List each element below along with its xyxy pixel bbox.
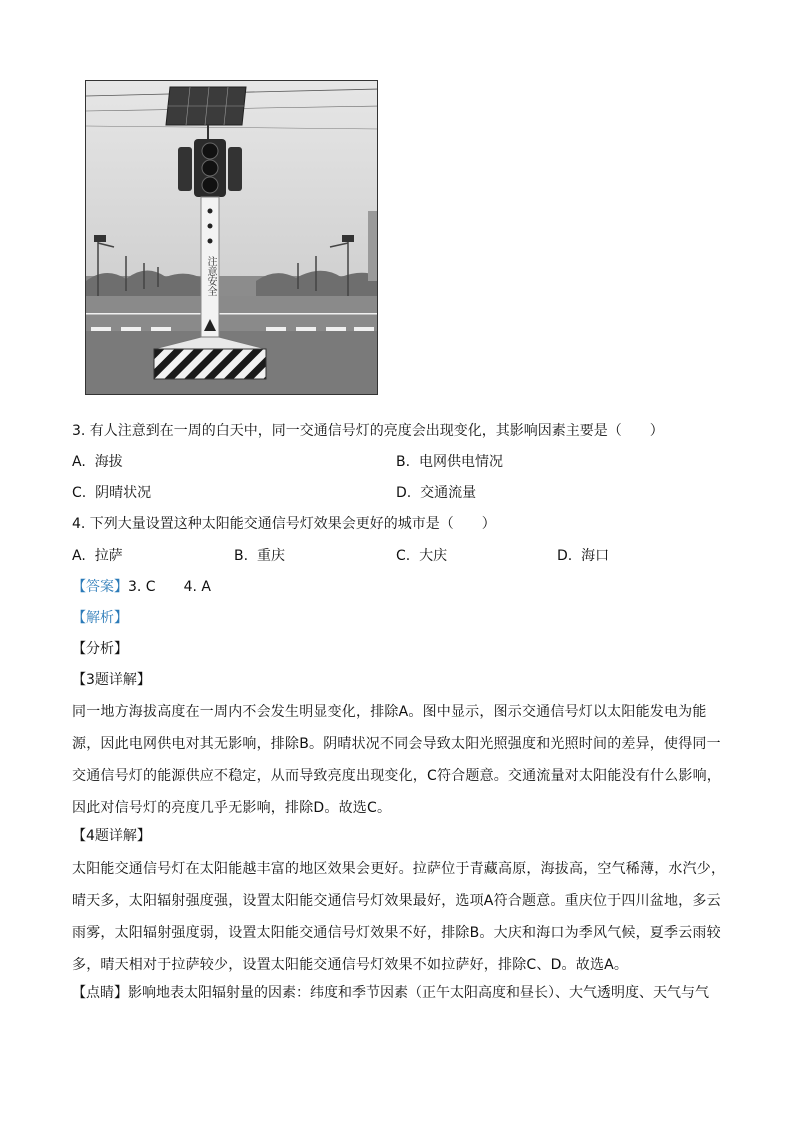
photo-illustration	[86, 81, 378, 395]
paragraph-line: 太阳能交通信号灯在太阳能越丰富的地区效果会更好。拉萨位于青藏高原，海拔高，空气稀薄，水汽少，	[72, 861, 726, 877]
option-text: 重庆	[256, 548, 285, 564]
option-text: 大庆	[419, 548, 448, 564]
q4-detail-tag: 【4题详解】	[72, 828, 151, 844]
option-text: 电网供电情况	[418, 454, 503, 470]
pole-sign-text: 注意安全	[205, 256, 216, 296]
option-letter: D.	[396, 485, 412, 501]
option-text: 阴晴状况	[95, 485, 152, 501]
option-text: 拉萨	[94, 548, 123, 564]
option-letter: C.	[72, 485, 87, 501]
fenxi-tag: 【分析】	[72, 641, 128, 657]
option-letter: A.	[72, 548, 86, 564]
q3-option-b	[396, 452, 503, 472]
analysis-tag: 【解析】	[72, 610, 128, 626]
paragraph-line: 同一地方海拔高度在一周内不会发生明显变化，排除A。图中显示，图示交通信号灯以太阳能发电为能	[72, 704, 707, 720]
q3-detail-tag: 【3题详解】	[72, 672, 151, 688]
option-text: 海拔	[94, 454, 123, 470]
dianjing-line	[72, 983, 709, 1003]
option-text: 交通流量	[420, 485, 477, 501]
q3-option-d	[396, 483, 476, 503]
q3-detail-paragraph	[72, 696, 732, 824]
paragraph-line: 多，晴天相对于拉萨较少，设置太阳能交通信号灯效果不如拉萨好，排除C、D。故选A。	[72, 957, 629, 973]
answer-line	[72, 577, 211, 597]
paragraph-line: 交通信号灯的能源供应不稳定，从而导致亮度出现变化，C符合题意。交通流量对太阳能没有什么影响，	[72, 768, 721, 784]
option-letter: C.	[396, 548, 411, 564]
paragraph-line: 源，因此电网供电对其无影响，排除B。阴晴状况不同会导致太阳光照强度和光照时间的差异，使得同一	[72, 736, 721, 752]
q4-option-a	[72, 546, 123, 566]
answer-text: 3. C 4. A	[128, 579, 211, 595]
q3-option-a	[72, 452, 123, 472]
q4-option-c	[396, 546, 447, 566]
answer-tag: 【答案】	[72, 579, 128, 595]
option-text: 海口	[581, 548, 610, 564]
option-letter: B.	[396, 454, 411, 470]
paragraph-line: 雨雾，太阳辐射强度弱，设置太阳能交通信号灯效果不好，排除B。大庆和海口为季风气候，夏季云雨较	[72, 925, 721, 941]
q4-option-b	[234, 546, 285, 566]
option-letter: B.	[234, 548, 249, 564]
question-3-stem: 3. 有人注意到在一周的白天中，同一交通信号灯的亮度会出现变化，其影响因素主要是（ ）	[72, 423, 664, 439]
dianjing-text: 影响地表太阳辐射量的因素：纬度和季节因素（正午太阳高度和昼长）、大气透明度、天气与气	[128, 985, 709, 1001]
option-letter: A.	[72, 454, 86, 470]
q3-option-c	[72, 483, 151, 503]
paragraph-line: 晴天多，太阳辐射强度强，设置太阳能交通信号灯效果最好，选项A符合题意。重庆位于四川盆地，多云	[72, 893, 721, 909]
solar-traffic-light-photo	[85, 80, 378, 395]
q4-option-d	[557, 546, 609, 566]
option-letter: D.	[557, 548, 573, 564]
q4-detail-paragraph	[72, 853, 732, 981]
question-4-stem: 4. 下列大量设置这种太阳能交通信号灯效果会更好的城市是（ ）	[72, 516, 496, 532]
paragraph-line: 因此对信号灯的亮度几乎无影响，排除D。故选C。	[72, 800, 392, 816]
dianjing-tag: 【点睛】	[72, 985, 128, 1001]
